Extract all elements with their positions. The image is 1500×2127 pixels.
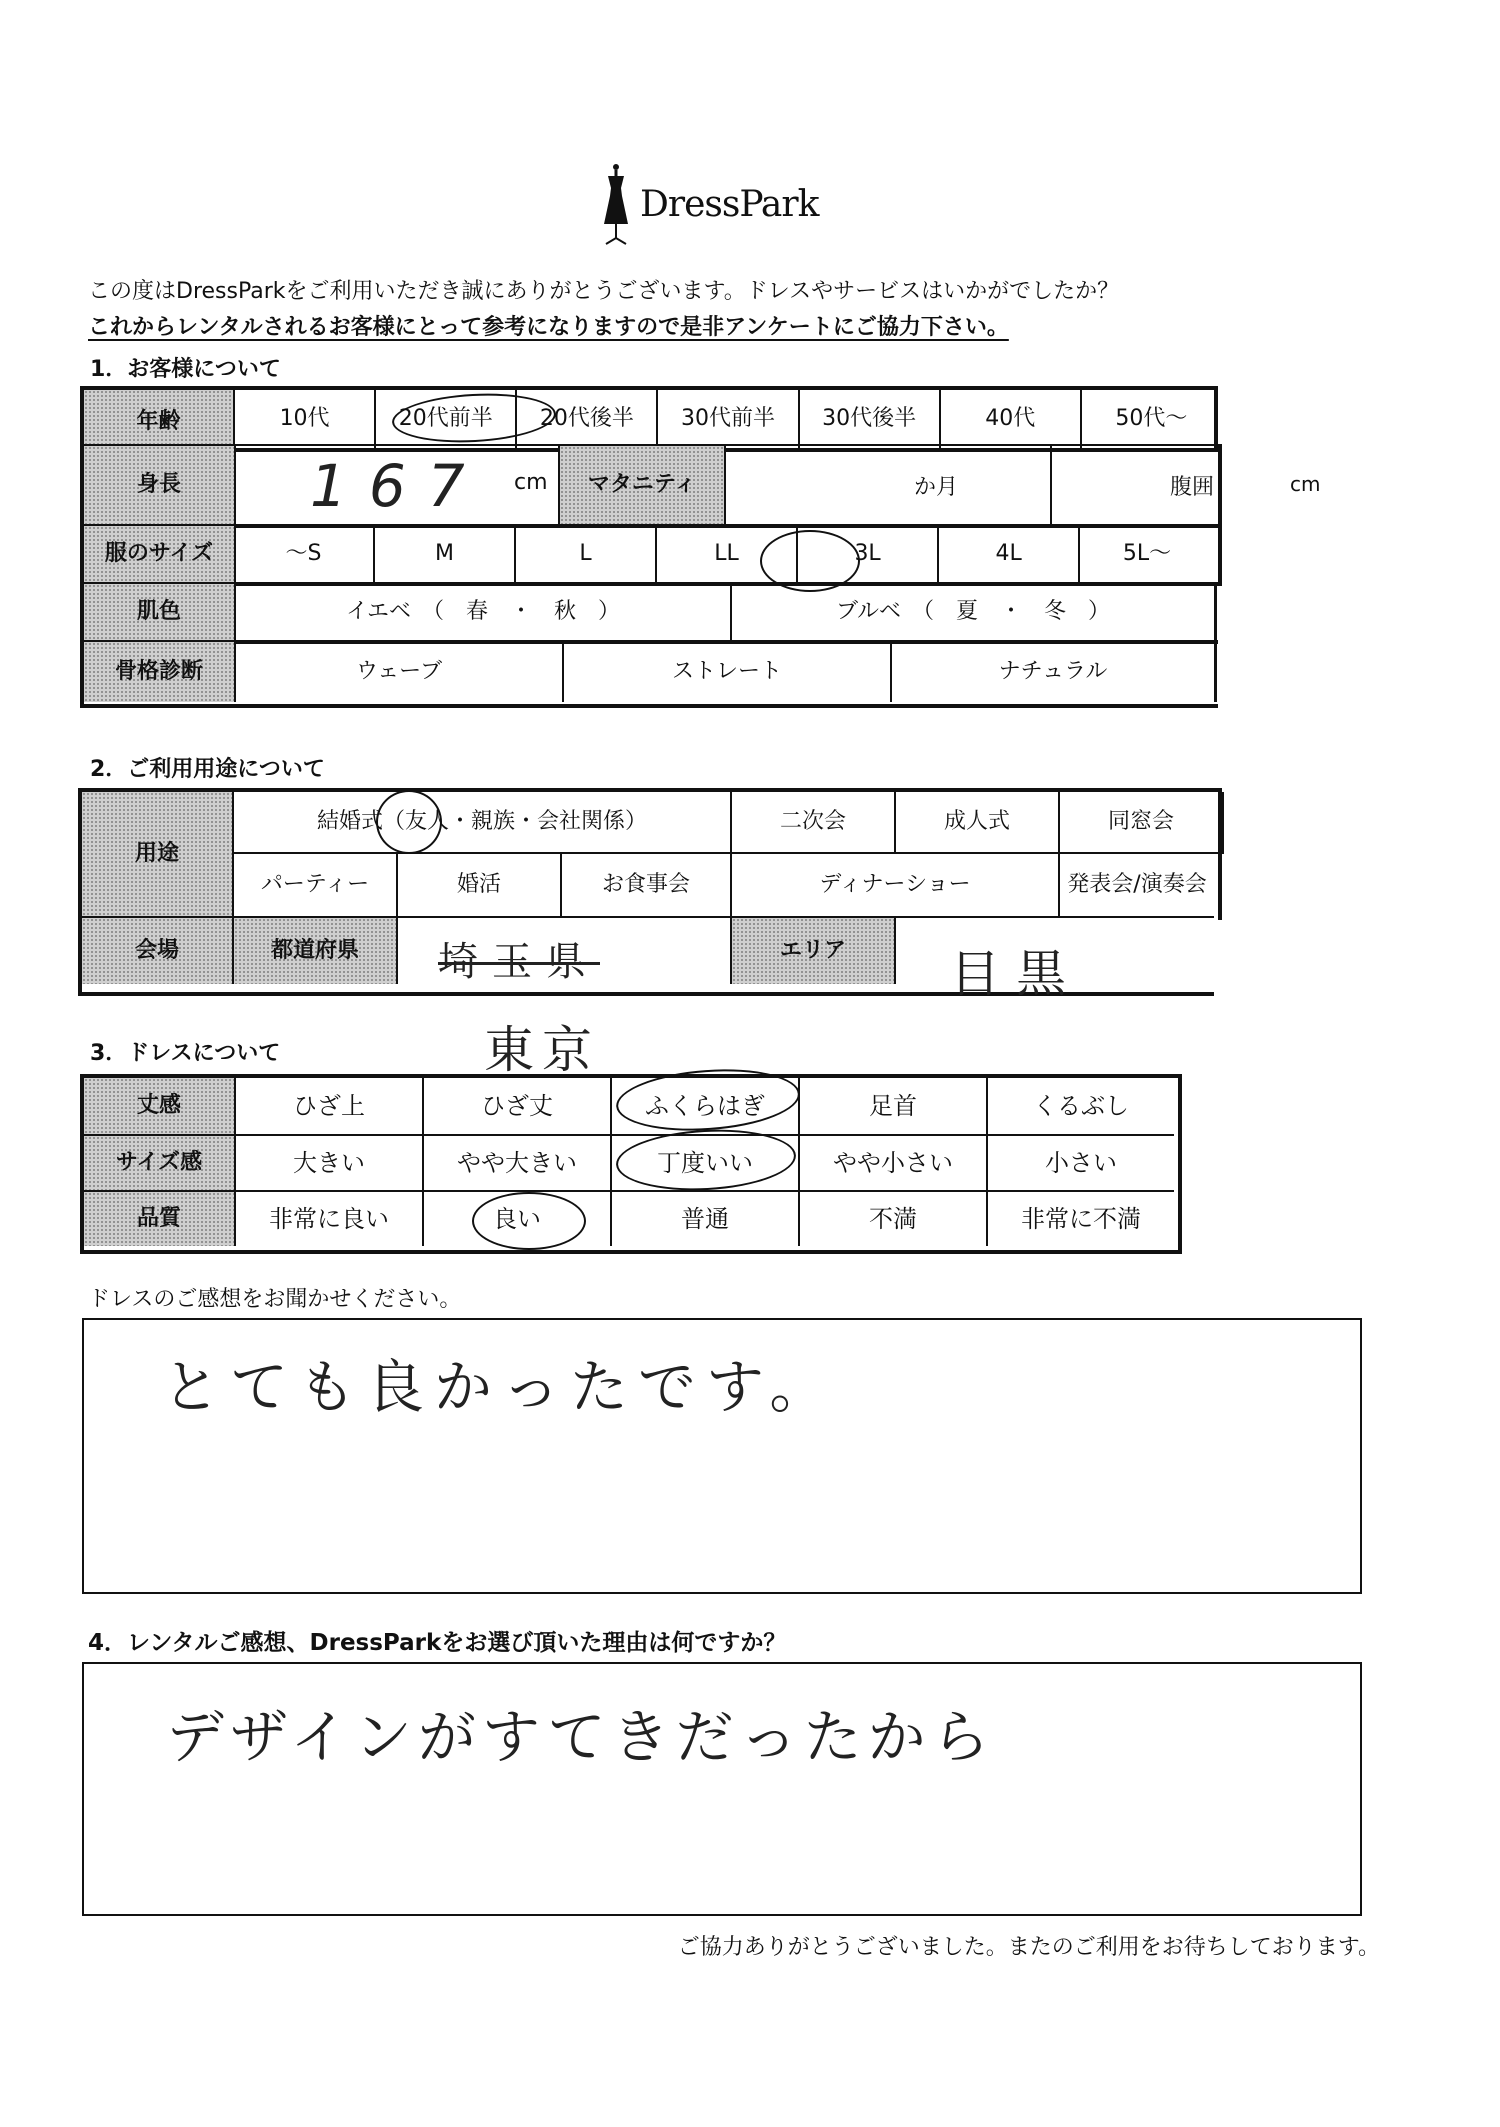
quality-option[interactable]: 普通 [612, 1192, 800, 1246]
waist-unit: cm [1290, 472, 1321, 496]
skin-label: 肌色 [84, 584, 236, 640]
age-option[interactable]: 30代前半 [658, 390, 799, 448]
section1-title: 1．お客様について [90, 357, 281, 382]
quality-option[interactable]: 不満 [800, 1192, 988, 1246]
fit-option[interactable]: やや小さい [800, 1136, 988, 1190]
prefecture-value: 東京 [484, 1021, 600, 1079]
customer-grid [80, 386, 1321, 718]
size-option[interactable]: 5L～ [1122, 541, 1172, 566]
dress-comment-prompt: ドレスのご感想をお聞かせください。 [88, 1287, 462, 1312]
quality-options [236, 1192, 1174, 1246]
height-label: 身長 [84, 446, 236, 524]
intro-line-2: これからレンタルされるお客様にとって参考になりますので是非アンケートにご協力下さい。 [88, 315, 1009, 340]
usage-option[interactable]: ディナーショー [732, 854, 1060, 918]
age-option[interactable]: 40代 [941, 390, 1082, 448]
usage-option[interactable]: 成人式 [896, 792, 1060, 854]
dress-comment-answer: とても良かったです。 [162, 1353, 838, 1421]
usage-option[interactable]: 発表会/演奏会 [1060, 854, 1214, 918]
age-option-selected[interactable]: 20代前半 [376, 390, 517, 448]
quality-option-selected[interactable]: 良い [424, 1192, 612, 1246]
usage-option[interactable]: 二次会 [732, 792, 896, 854]
length-option-selected[interactable]: ふくらはぎ [612, 1078, 800, 1134]
frame-label: 骨格診断 [84, 642, 236, 702]
length-option[interactable]: 足首 [800, 1078, 988, 1134]
footer-thanks: ご協力ありがとうございました。またのご利用をお待ちしております。 [677, 1935, 1380, 1960]
skin-yellow[interactable]: イエベ （ 春 ・ 秋 ） [236, 584, 732, 640]
fit-label: サイズ感 [84, 1136, 236, 1192]
fit-option[interactable]: 小さい [1045, 1149, 1117, 1177]
size-option-selected[interactable]: LL [657, 526, 798, 582]
skin-blue[interactable]: ブルベ （ 夏 ・ 冬 ） [732, 584, 1217, 640]
quality-option[interactable]: 非常に良い [236, 1192, 424, 1246]
age-option[interactable]: 30代後半 [800, 390, 941, 448]
quality-label: 品質 [84, 1192, 236, 1246]
size-option[interactable]: 4L [939, 526, 1080, 582]
usage-option[interactable]: お食事会 [562, 854, 732, 918]
section2-title: 2．ご利用用途について [90, 757, 325, 782]
frame-option[interactable]: ウェーブ [236, 642, 564, 702]
waist-label: 腹囲 [1170, 475, 1215, 500]
wedding-circle-mark [376, 790, 442, 854]
usage-option[interactable]: 同窓会 [1060, 792, 1224, 854]
months-unit: か月 [914, 475, 959, 500]
size-option[interactable]: 3L [798, 526, 939, 582]
quality-circle-mark [472, 1192, 586, 1250]
dress-form-icon [598, 162, 634, 252]
q4-prompt: 4．レンタルご感想、DressParkをお選び頂いた理由は何ですか？ [88, 1630, 787, 1656]
size-option[interactable]: ～S [234, 526, 375, 582]
area-label: エリア [732, 918, 896, 984]
venue-label: 会場 [82, 918, 234, 984]
height-value: 167 [310, 452, 487, 520]
fit-option-selected[interactable]: 丁度いい [612, 1136, 800, 1190]
fit-option[interactable]: やや大きい [424, 1136, 612, 1190]
intro-line-1: この度はDressParkをご利用いただき誠にありがとうございます。ドレスやサービスはいかがでしたか？ [88, 279, 1120, 304]
size-option[interactable]: L [516, 526, 657, 582]
size-option[interactable]: M [375, 526, 516, 582]
height-unit: cm [514, 470, 548, 495]
section3-title: 3．ドレスについて [90, 1041, 281, 1066]
length-option[interactable]: くるぶし [1033, 1092, 1129, 1120]
wedding-option[interactable]: 結婚式（友人・親族・会社関係） [234, 792, 732, 854]
age-label: 年齢 [82, 388, 234, 450]
purpose-label: 用途 [82, 792, 234, 918]
brand-name: DressPark [640, 184, 819, 225]
frame-option[interactable]: ナチュラル [892, 642, 1217, 702]
size-circle-mark [760, 530, 860, 592]
prefecture-struck: 埼玉県 [438, 939, 600, 985]
usage-option[interactable]: 婚活 [398, 854, 562, 918]
length-option[interactable]: ひざ上 [236, 1078, 424, 1134]
fit-option[interactable]: 大きい [236, 1136, 424, 1190]
frame-option[interactable]: ストレート [564, 642, 892, 702]
size-options [234, 526, 1214, 582]
quality-option[interactable]: 非常に不満 [1021, 1205, 1141, 1233]
usage-option[interactable]: パーティー [234, 854, 398, 918]
length-label: 丈感 [84, 1078, 236, 1136]
age-option[interactable]: 20代後半 [517, 390, 658, 448]
area-value: 目黒 [950, 945, 1082, 1003]
prefecture-label: 都道府県 [234, 918, 398, 984]
age-option[interactable]: 50代～ [1115, 406, 1188, 431]
q4-answer: デザインがすてきだったから [166, 1703, 996, 1771]
maternity-label: マタニティ [558, 446, 726, 524]
size-label: 服のサイズ [84, 526, 236, 582]
length-option[interactable]: ひざ丈 [424, 1078, 612, 1134]
dresspark-logo [598, 162, 858, 252]
age-option[interactable]: 10代 [235, 390, 376, 448]
